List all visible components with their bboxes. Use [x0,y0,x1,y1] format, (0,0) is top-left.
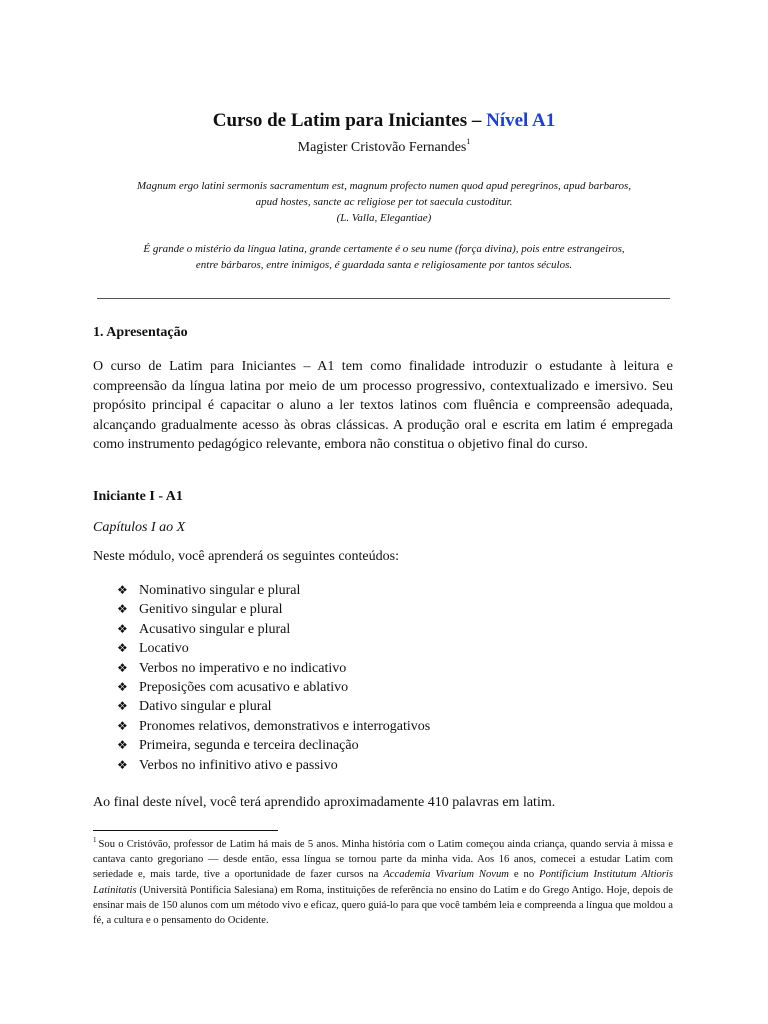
list-item [117,659,637,678]
latin-epigraph [80,178,688,226]
list-item [117,620,637,639]
list-item [117,678,637,697]
list-item [117,756,637,775]
portuguese-epigraph-line-1: É grande o mistério da língua latina, grande certamente é o seu nume (força divina), pois entre estrangeiros, [143,243,625,255]
list-item [117,600,637,619]
diamond-bullet-icon: ❖ [117,679,128,694]
latin-epigraph-line-1: Magnum ergo latini sermonis sacramentum est, magnum profecto numen quod apud peregrinos, apud barbaros, [137,180,631,192]
closing-paragraph: Ao final deste nível, você terá aprendido aproximadamente 410 palavras em latim. [93,795,556,810]
diamond-bullet-icon: ❖ [117,757,128,772]
diamond-bullet-icon: ❖ [117,718,128,733]
presentation-paragraph: O curso de Latim para Iniciantes – A1 tem como finalidade introduzir o estudante à leitura e compreensão da língua latina por meio de um processo progressivo, contextualizado e imersivo. Seu propósito principal é capacitar o aluno a ler textos latinos com fluência e compreensão adequada, alcançando gradualmente acesso às obras clássicas. A produção oral e escrita em latim é empregada como instrumento pedagógico relevante, embora não constitua o objetivo final do curso. [93,359,673,453]
topic-text: Verbos no infinitivo ativo e passivo [139,757,338,773]
topic-text: Nominativo singular e plural [139,583,301,598]
author-line [0,139,768,157]
author-footnote-marker: 1 [466,137,471,146]
topic-text: Locativo [139,641,189,657]
topic-text: Dativo singular e plural [139,699,272,715]
footnote-marker: 1 [93,836,97,844]
diamond-bullet-icon: ❖ [117,660,128,675]
diamond-bullet-icon: ❖ [117,602,128,617]
topic-text: Verbos no imperativo e no indicativo [139,660,347,676]
diamond-bullet-icon: ❖ [117,738,128,753]
footnote-institution-pontificium: Pontificium Institutum Altioris Latinitatis [93,869,673,896]
list-item [117,697,637,716]
title-main: Curso de Latim para Iniciantes – [212,110,487,131]
section-divider [97,298,670,299]
topic-text: Genitivo singular e plural [139,602,283,618]
diamond-bullet-icon: ❖ [117,621,128,636]
author-name: Magister Cristovão Fernandes [297,140,467,155]
presentation-heading: 1. Apresentação [93,325,188,340]
list-item [117,717,637,736]
level-heading: Iniciante I - A1 [93,489,183,504]
topic-text: Preposições com acusativo e ablativo [139,679,349,695]
footnote-text-part-3: (Università Pontificia Salesiana) em Roma, instituições de referência no ensino do Latim e do Grego Antigo. Hoje, depois de ensinar mais de 150 alunos com um método vivo e eficaz, quero guiá-lo para que você também leia e compreenda a língua que moldou a fé, a cultura e o pensamento do Ocidente. [93,884,673,927]
topics-list [117,581,637,775]
module-intro-text: Neste módulo, você aprenderá os seguintes conteúdos: [93,549,399,564]
diamond-bullet-icon: ❖ [117,583,128,597]
list-item [117,639,637,658]
chapters-subtitle: Capítulos I ao X [93,520,186,535]
topic-text: Pronomes relativos, demonstrativos e interrogativos [139,718,431,734]
page-title [0,109,768,133]
portuguese-epigraph-line-2: entre bárbaros, entre inimigos, é guardada santa e religiosamente por tantos séculos. [195,259,573,271]
title-level: Nível A1 [486,110,556,131]
topic-text: Acusativo singular e plural [139,621,291,637]
portuguese-epigraph [80,241,688,273]
footnote-text-part-2: e no [508,869,540,881]
footnote-text-part-1: Sou o Cristóvão, professor de Latim há mais de 5 anos. Minha história com o Latim começou ainda criança, quando servia à missa e cantava canto gregoriano — desde então, essa língua se tornou parte da minha vida. Aos 16 anos, comecei a estudar Latim com seriedade e, mais tarde, tive a oportunidade de fazer cursos na [93,839,673,881]
epigraph-source: (L. Valla, Elegantiae) [336,212,432,224]
diamond-bullet-icon: ❖ [117,641,128,656]
topic-text: Primeira, segunda e terceira declinação [139,738,359,754]
footnote [93,837,673,928]
footnote-divider [93,830,278,831]
latin-epigraph-line-2: apud hostes, sancte ac religiose per tot saecula custoditur. [255,196,513,208]
list-item [117,581,637,600]
footnote-institution-accademia: Accademia Vivarium Novum [383,869,509,881]
diamond-bullet-icon: ❖ [117,699,128,714]
list-item [117,736,637,755]
